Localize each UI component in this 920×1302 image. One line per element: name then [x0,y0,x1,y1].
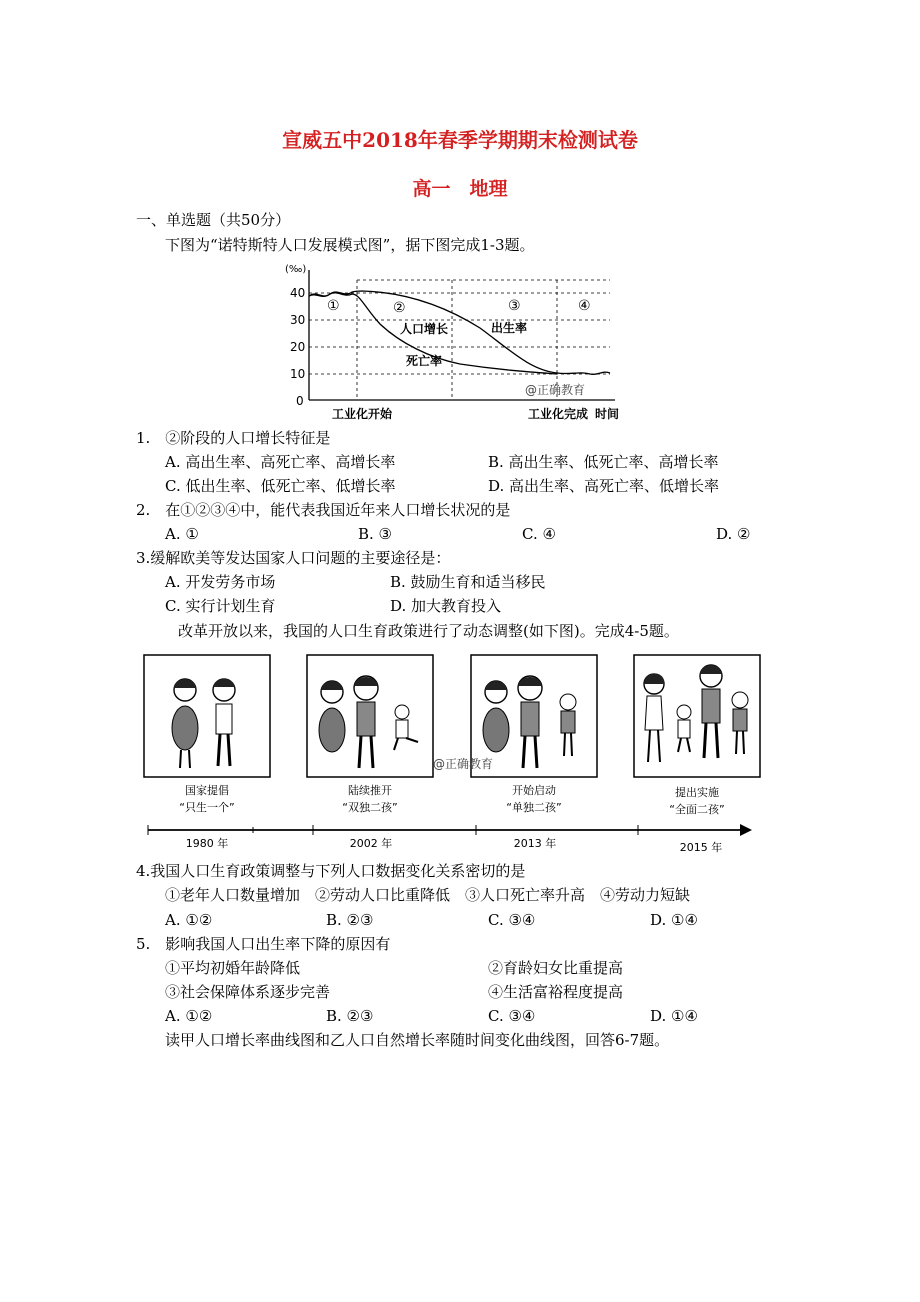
y-tick-label: 20 [290,340,306,354]
question-5-option-d[interactable]: D. ①④ [650,1007,698,1025]
question-5-option-c[interactable]: C. ③④ [488,1007,536,1025]
question-4-option-b[interactable]: B. ②③ [326,911,374,929]
policy-caption-4-line1: 提出实施 [675,786,719,799]
stage-label-4: ④ [578,298,591,314]
watermark: @正确教育 [525,383,586,397]
question-1-option-c[interactable]: C. 低出生率、低死亡率、低增长率 [165,477,396,495]
question-1-option-b[interactable]: B. 高出生率、低死亡率、高增长率 [488,453,719,471]
question-1-stem: 1. ②阶段的人口增长特征是 [136,429,331,447]
stage-label-2: ② [393,300,406,316]
policy-caption-2-line2: “双独二孩” [342,801,398,814]
timeline-arrow [740,824,752,836]
question-5-option-a[interactable]: A. ①② [165,1007,213,1025]
y-unit-label: (‰) [285,264,307,275]
population-transition-chart [280,258,630,423]
year-label-2015: 2015 年 [679,841,723,854]
intro-text-2: 改革开放以来，我国的人口生育政策进行了动态调整(如下图)。完成4-5题。 [178,622,679,640]
year-label-2002: 2002 年 [349,837,393,850]
question-3-option-a[interactable]: A. 开发劳务市场 [165,573,276,591]
question-4-option-a[interactable]: A. ①② [165,911,213,929]
page-subtitle: 高一 地理 [412,178,508,200]
policy-caption-4-line2: “全面二孩” [669,803,725,816]
intro-text-1: 下图为“诺特斯特人口发展模式图”，据下图完成1-3题。 [165,236,535,254]
policy-caption-1-line1: 国家提倡 [185,784,229,797]
question-5-statement-1: ①平均初婚年龄降低 [165,959,301,977]
question-5-statement-4: ④生活富裕程度提高 [488,983,624,1001]
x-label-end: 工业化完成 [528,407,589,421]
question-1-option-d[interactable]: D. 高出生率、高死亡率、低增长率 [488,477,720,495]
question-5-statement-3: ③社会保障体系逐步完善 [165,983,331,1001]
stage-label-1: ① [327,298,340,314]
question-4-stem: 4.我国人口生育政策调整与下列人口数据变化关系密切的是 [136,862,526,880]
policy-panel-1980 [144,655,270,777]
policy-caption-2-line1: 陆续推开 [348,784,392,797]
question-4-statements: ①老年人口数量增加 ②劳动人口比重降低 ③人口死亡率升高 ④劳动力短缺 [165,886,691,904]
birth-rate-label: 出生率 [491,321,528,335]
policy-caption-1-line2: “只生一个” [179,801,235,814]
policy-panel-2002 [307,655,433,777]
question-3-stem: 3.缓解欧美等发达国家人口问题的主要途径是： [136,549,451,567]
policy-panel-2015 [634,655,760,777]
x-label-time: 时间 [595,407,620,421]
stage-label-3: ③ [508,298,521,314]
policy-caption-3-line1: 开始启动 [512,784,556,797]
policy-caption-3-line2: “单独二孩” [506,801,562,814]
watermark: @正确教育 [433,757,494,771]
question-1-option-a[interactable]: A. 高出生率、高死亡率、高增长率 [165,453,396,471]
policy-illustration [140,650,762,855]
y-tick-label: 30 [290,313,306,327]
question-2-option-b[interactable]: B. ③ [358,525,393,543]
question-5-stem: 5. 影响我国人口出生率下降的原因有 [136,935,391,953]
question-5-option-b[interactable]: B. ②③ [326,1007,374,1025]
question-5-statement-2: ②育龄妇女比重提高 [488,959,624,977]
growth-label: 人口增长 [400,322,449,336]
question-3-option-b[interactable]: B. 鼓励生育和适当移民 [390,573,546,591]
page-title: 宣威五中2018年春季学期期末检测试卷 [282,128,638,152]
intro-text-3: 读甲人口增长率曲线图和乙人口自然增长率随时间变化曲线图，回答6-7题。 [165,1031,670,1049]
question-2-option-a[interactable]: A. ① [165,525,199,543]
question-2-stem: 2. 在①②③④中，能代表我国近年来人口增长状况的是 [136,501,511,519]
question-3-option-d[interactable]: D. 加大教育投入 [390,597,502,615]
y-tick-label: 10 [290,367,306,381]
year-label-2013: 2013 年 [513,837,557,850]
question-2-option-c[interactable]: C. ④ [522,525,556,543]
section-heading: 一、单选题（共50分） [136,211,291,229]
question-2-option-d[interactable]: D. ② [716,525,751,543]
year-label-1980: 1980 年 [185,837,229,850]
y-tick-label: 0 [296,394,304,408]
question-3-option-c[interactable]: C. 实行计划生育 [165,597,276,615]
x-label-start: 工业化开始 [332,407,393,421]
question-4-option-c[interactable]: C. ③④ [488,911,536,929]
death-rate-label: 死亡率 [406,354,443,368]
question-4-option-d[interactable]: D. ①④ [650,911,698,929]
birth-rate-line [309,291,610,374]
y-tick-label: 40 [290,286,306,300]
